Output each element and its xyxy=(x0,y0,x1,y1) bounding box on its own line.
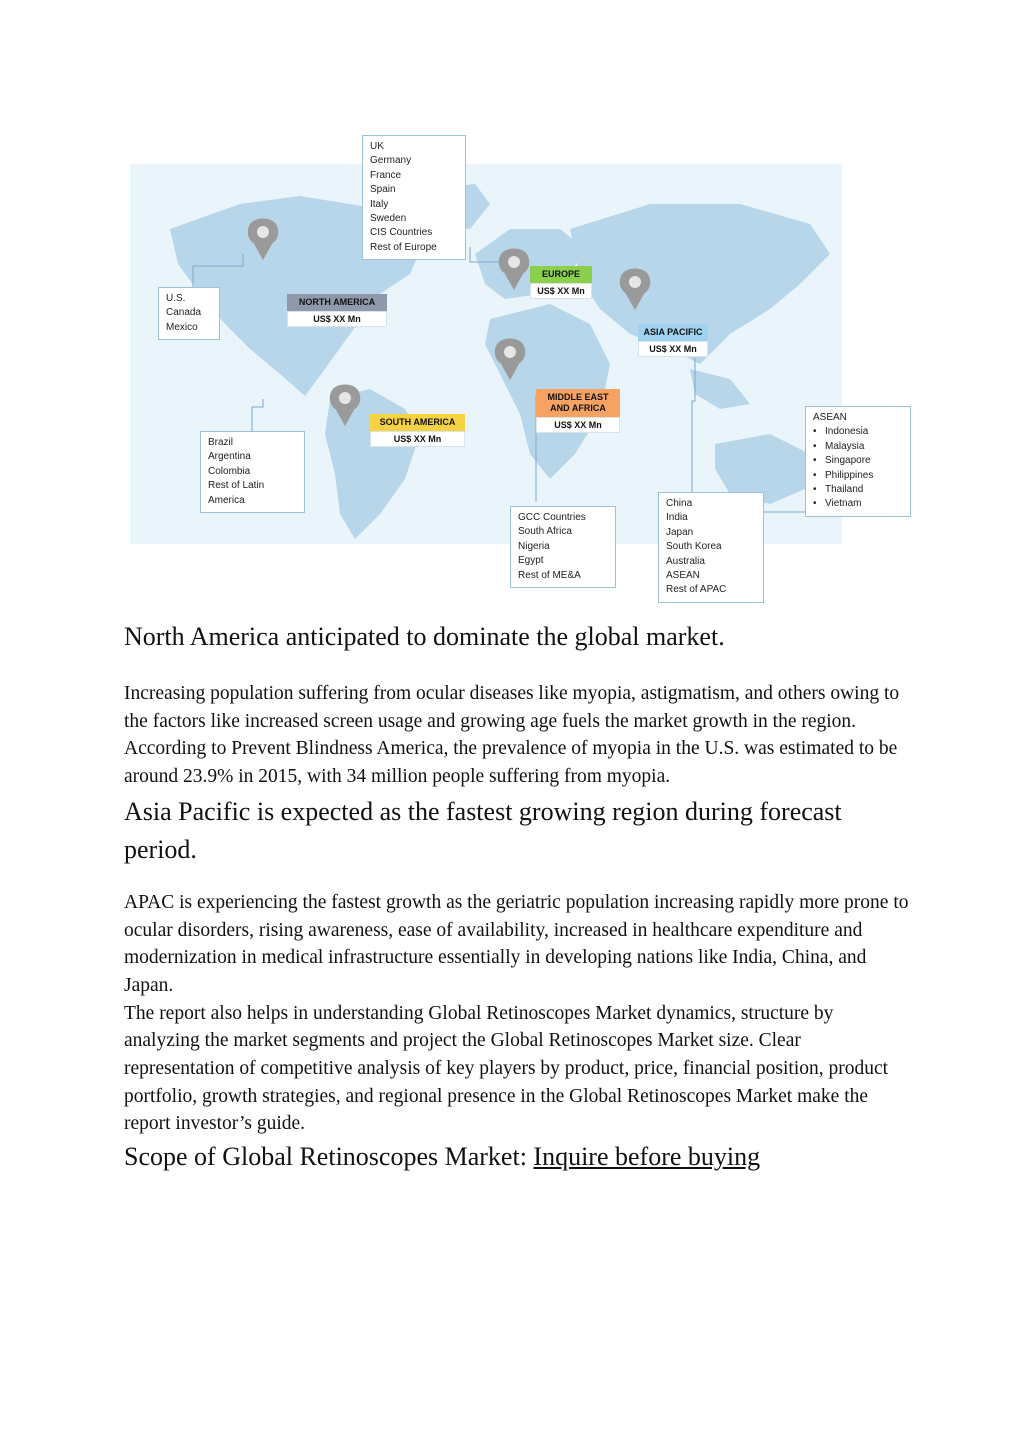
list-item: Rest of ME&A xyxy=(518,569,581,581)
south-america-country-list xyxy=(200,431,305,513)
list-item: ASEAN xyxy=(666,570,700,582)
list-item: America xyxy=(208,494,245,506)
list-item: GCC Countries xyxy=(518,512,586,523)
region-label: MIDDLE EAST AND AFRICA xyxy=(536,389,620,417)
regional-map-figure xyxy=(130,134,920,614)
list-item: • Philippines xyxy=(813,469,903,483)
region-value: US$ XX Mn xyxy=(370,431,465,447)
list-item: Japan xyxy=(666,526,694,538)
list-item: Australia xyxy=(666,555,705,567)
asia-pacific-country-list xyxy=(658,492,764,603)
list-item: Italy xyxy=(370,198,389,210)
region-label: SOUTH AMERICA xyxy=(370,414,465,431)
paragraph-north-america: Increasing population suffering from ocular diseases like myopia, astigmatism, and others owing to the factors like increased screen usage and growing age fuels the market growth in the region. According to Prevent Blindness America, the prevalence of myopia in the U.S. was estimated to be around 23.9% in 2015, with 34 million people suffering from myopia. xyxy=(124,683,900,788)
list-item: Rest of Europe xyxy=(370,241,437,253)
list-item: Canada xyxy=(166,307,202,319)
heading-scope xyxy=(124,1138,914,1176)
list-item: France xyxy=(370,169,402,181)
list-item: U.S. xyxy=(166,293,186,304)
region-north-america xyxy=(287,294,387,327)
region-middle-east-africa xyxy=(536,389,620,433)
list-item: • Malaysia xyxy=(813,440,903,454)
europe-country-list xyxy=(362,135,466,260)
list-item: Spain xyxy=(370,184,396,196)
list-item: Germany xyxy=(370,155,412,167)
list-item: • Vietnam xyxy=(813,497,903,511)
region-south-america xyxy=(370,414,465,447)
list-item: • Singapore xyxy=(813,454,903,468)
inquire-link[interactable]: Inquire before buying xyxy=(533,1142,761,1172)
asean-country-list xyxy=(805,406,911,517)
paragraph-apac: APAC is experiencing the fastest growth as the geriatric population increasing rapidly more prone to ocular disorders, rising awareness, ease of availability, increased in healthcare expenditure and modernization in medical infrastructure essentially in developing nations like India, China, and Japan. xyxy=(124,891,909,996)
region-label: EUROPE xyxy=(530,266,592,283)
list-item: CIS Countries xyxy=(370,227,433,239)
article-body xyxy=(124,618,914,1176)
list-item: Mexico xyxy=(166,321,198,333)
heading-north-america: North America anticipated to dominate the global market. xyxy=(124,622,725,651)
list-item: South Korea xyxy=(666,541,722,553)
mea-country-list xyxy=(510,506,616,588)
list-item: UK xyxy=(370,141,384,152)
list-title: ASEAN xyxy=(813,412,847,423)
list-item: South Africa xyxy=(518,526,572,538)
region-value: US$ XX Mn xyxy=(536,417,620,433)
list-item: Colombia xyxy=(208,465,251,477)
scope-heading-text: Scope of Global Retinoscopes Market: xyxy=(124,1142,534,1172)
heading-asia-pacific: Asia Pacific is expected as the fastest growing region during forecast period. xyxy=(124,796,842,864)
list-item: Brazil xyxy=(208,437,234,448)
list-item: Rest of Latin xyxy=(208,480,265,492)
region-asia-pacific xyxy=(638,324,708,357)
list-item: Argentina xyxy=(208,451,251,463)
paragraph-report: The report also helps in understanding Global Retinoscopes Market dynamics, structure by analyzing the market segments and project the Global Retinoscopes Market size. Clear representation of competitive analysis of key players by product, price, financial position, product portfolio, growth strategies, and regional presence in the Global Retinoscopes Market make the report investor’s guide. xyxy=(124,1002,889,1135)
list-item: Egypt xyxy=(518,555,544,567)
north-america-country-list xyxy=(158,287,220,340)
region-label: NORTH AMERICA xyxy=(287,294,387,311)
list-item: China xyxy=(666,498,693,509)
region-value: US$ XX Mn xyxy=(530,283,592,299)
region-label: ASIA PACIFIC xyxy=(638,324,708,341)
list-item: Sweden xyxy=(370,213,407,225)
region-value: US$ XX Mn xyxy=(638,341,708,357)
list-item: • Thailand xyxy=(813,483,903,497)
region-europe xyxy=(530,266,592,299)
list-item: • Indonesia xyxy=(813,425,903,439)
list-item: Nigeria xyxy=(518,540,550,552)
list-item: Rest of APAC xyxy=(666,584,727,596)
region-value: US$ XX Mn xyxy=(287,311,387,327)
list-item: India xyxy=(666,512,688,524)
